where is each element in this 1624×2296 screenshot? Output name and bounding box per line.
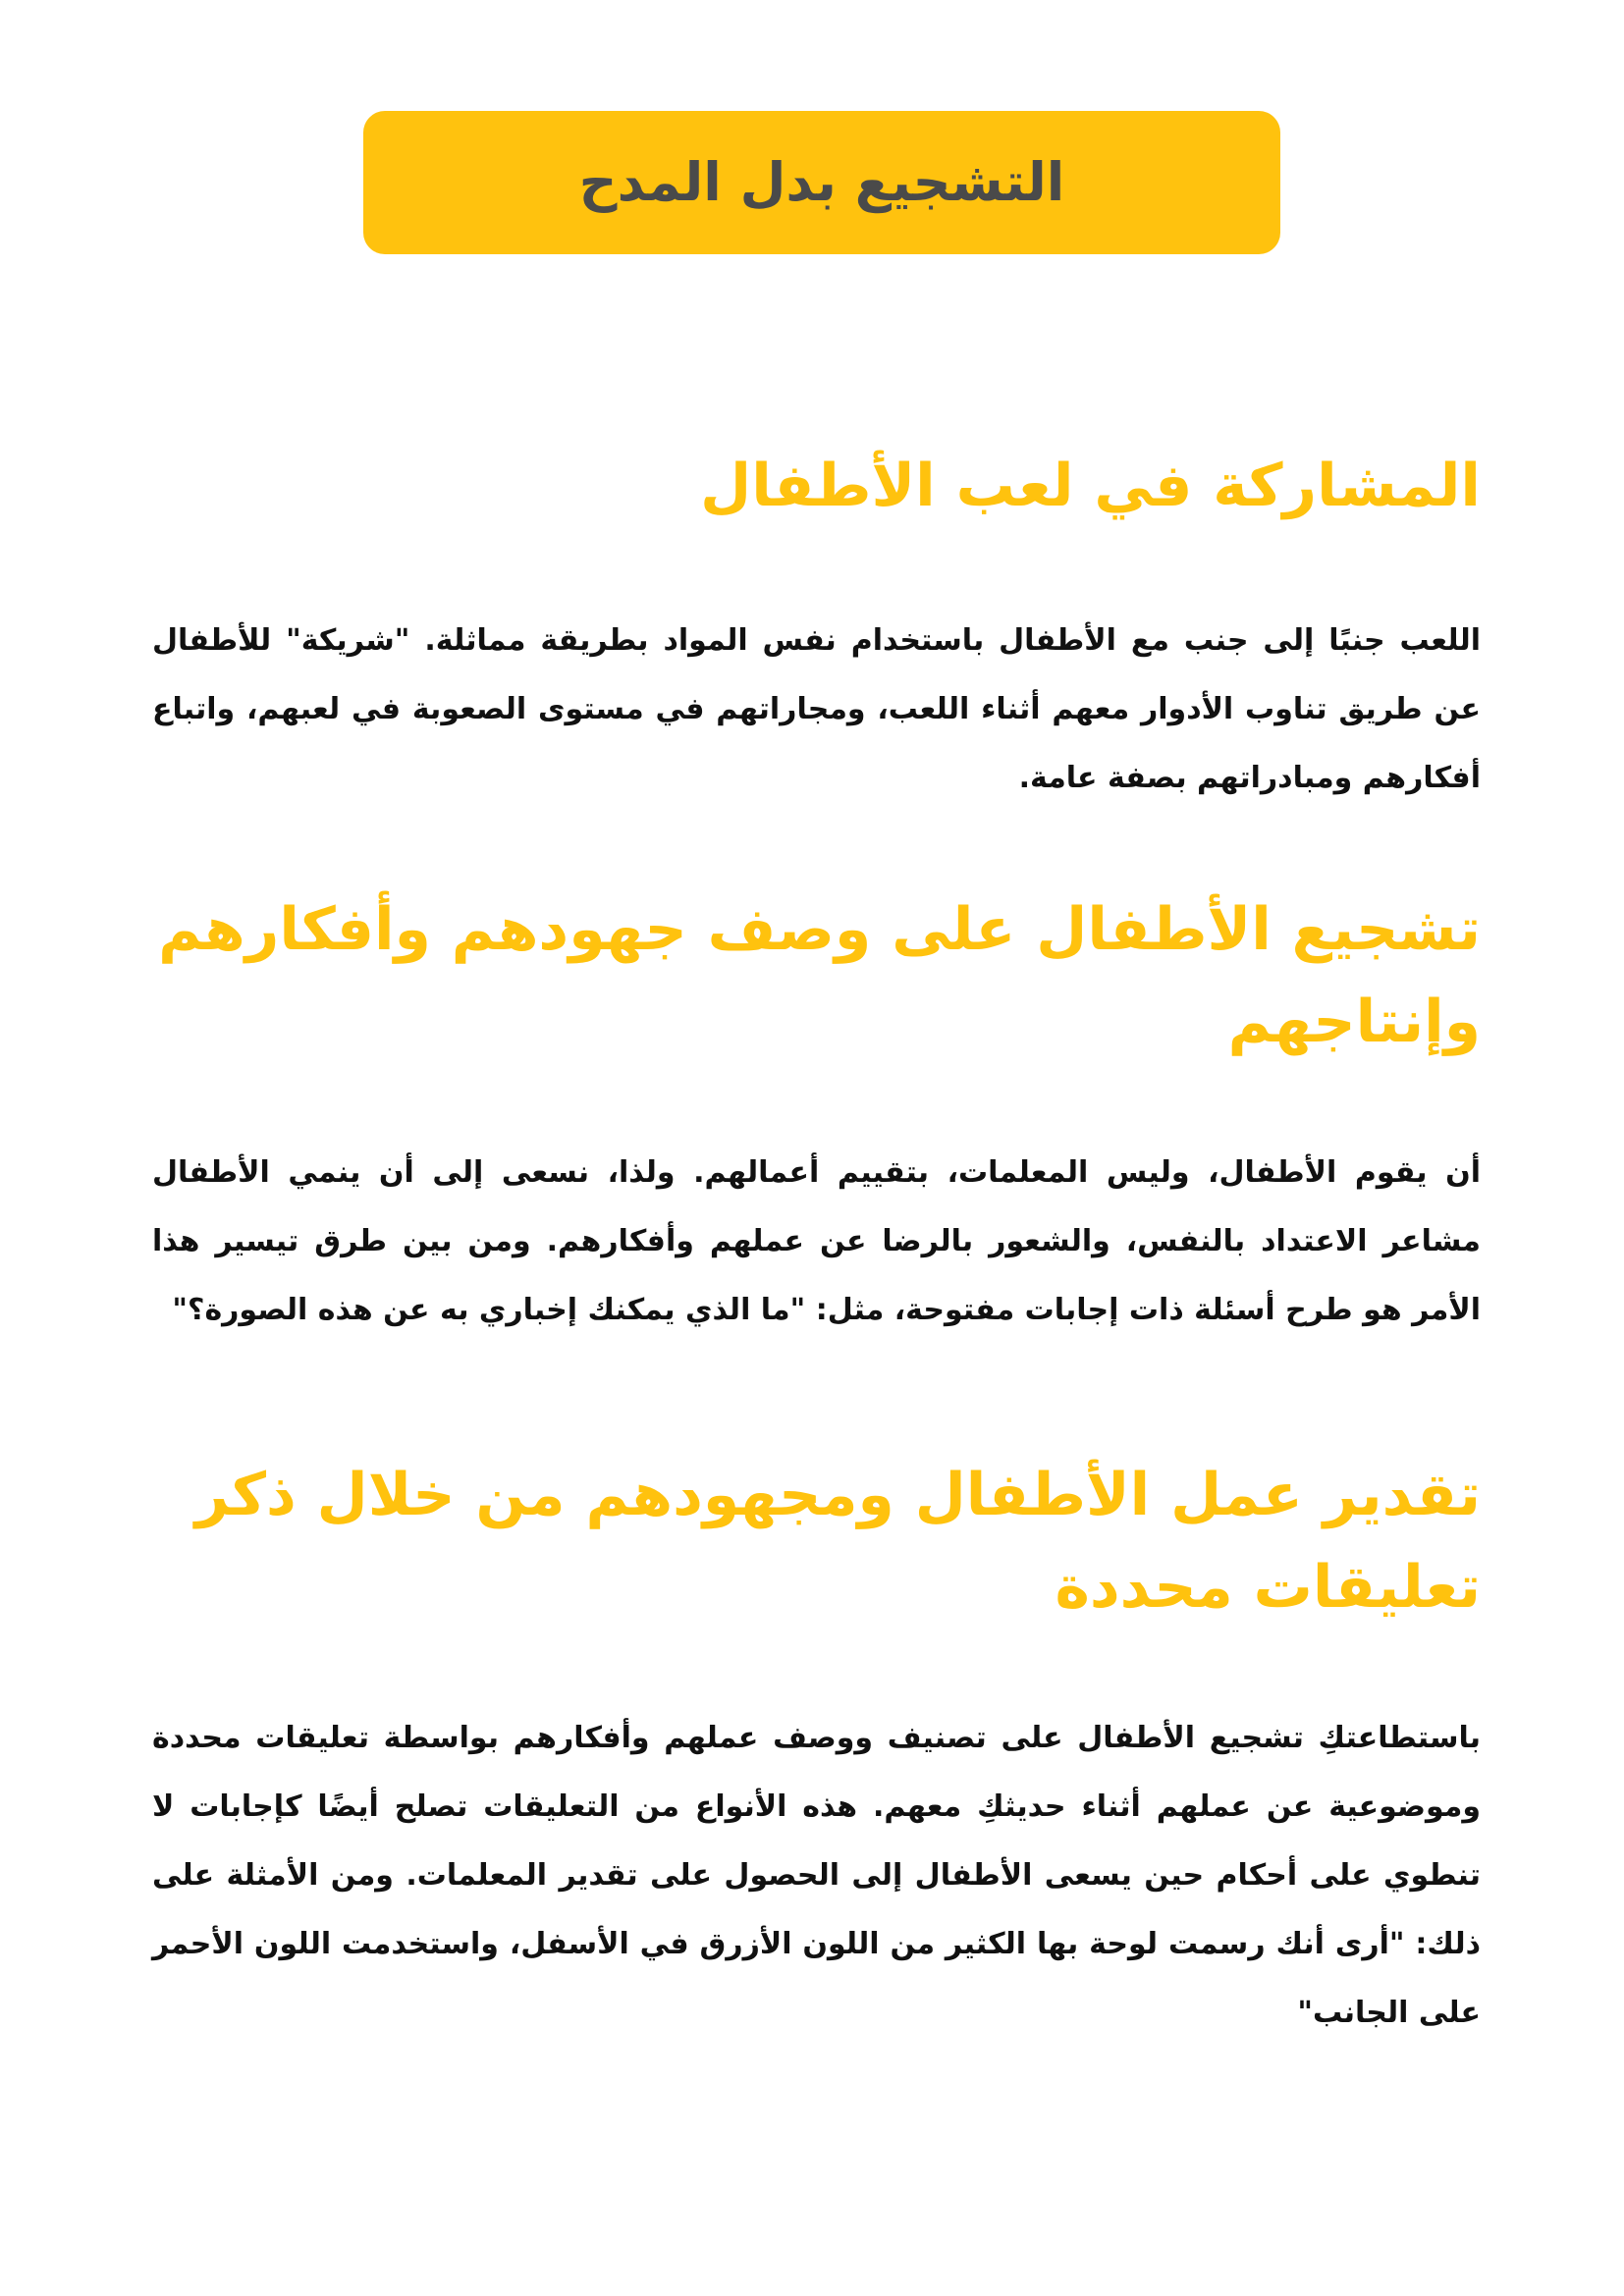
page-title: التشجيع بدل المدح	[578, 151, 1065, 213]
section-specific-comments	[152, 1449, 1481, 2048]
section-body: أن يقوم الأطفال، وليس المعلمات، بتقييم أعمالهم. ولذا، نسعى إلى أن ينمي الأطفال مشاعر الاعتداد بالنفس، والشعور بالرضا عن عملهم وأفكارهم. ومن بين طرق تيسير هذا الأمر هو طرح أسئلة ذات إجابات مفتوحة، مثل: "ما الذي يمكنك إخباري به عن هذه الصورة؟"	[152, 1155, 1481, 1327]
section-heading: تشجيع الأطفال على وصف جهودهم وأفكارهم وإنتاجهم	[158, 895, 1481, 1056]
section-encourage-description	[152, 883, 1481, 1345]
section-body: اللعب جنبًا إلى جنب مع الأطفال باستخدام نفس المواد بطريقة مماثلة. "شريكة" للأطفال عن طريق تناوب الأدوار معهم أثناء اللعب، ومجاراتهم في مستوى الصعوبة في لعبهم، واتباع أفكارهم ومبادراتهم بصفة عامة.	[152, 623, 1481, 795]
section-play-participation	[152, 440, 1481, 813]
section-heading: المشاركة في لعب الأطفال	[700, 452, 1481, 520]
section-body: باستطاعتكِ تشجيع الأطفال على تصنيف ووصف عملهم وأفكارهم بواسطة تعليقات محددة وموضوعية عن عملهم أثناء حديثكِ معهم. هذه الأنواع من التعليقات تصلح أيضًا كإجابات لا تنطوي على أحكام حين يسعى الأطفال إلى الحصول على تقدير المعلمات. ومن الأمثلة على ذلك: "أرى أنك رسمت لوحة بها الكثير من اللون الأزرق في الأسفل، واستخدمت اللون الأحمر على الجانب"	[152, 1721, 1481, 2030]
section-heading: تقدير عمل الأطفال ومجهودهم من خلال ذكر تعليقات محددة	[194, 1461, 1481, 1622]
title-banner	[363, 111, 1280, 254]
